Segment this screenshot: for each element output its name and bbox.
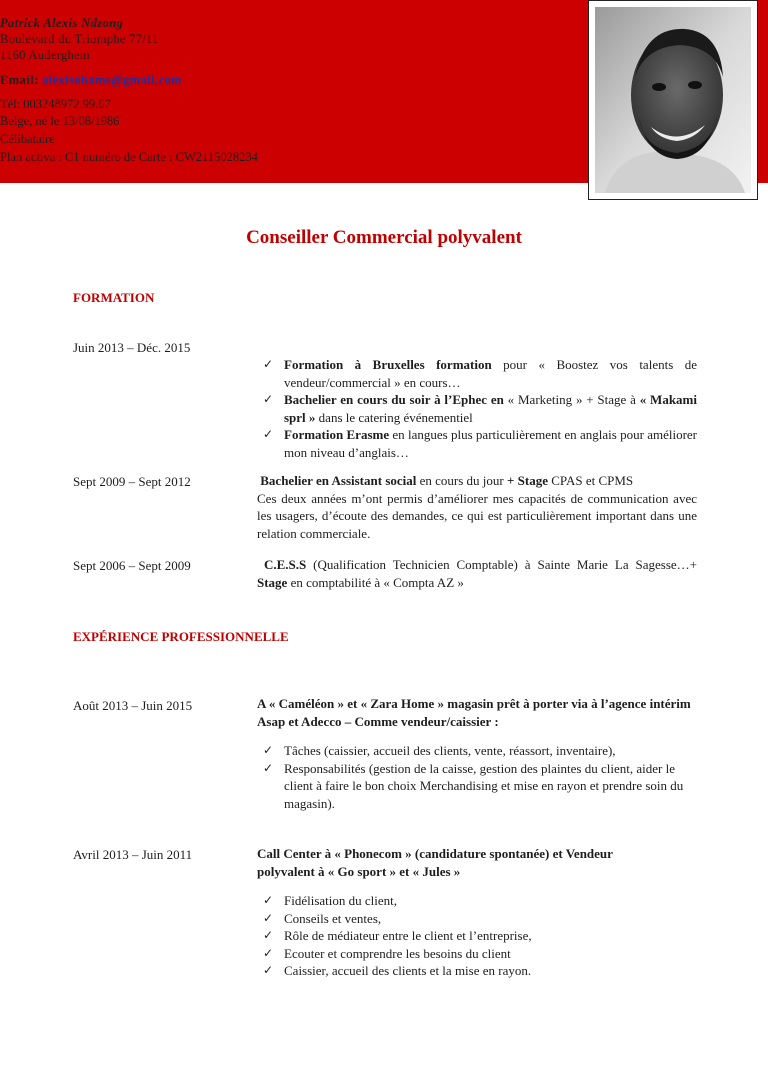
- marital-status: Célibataire: [0, 132, 55, 146]
- email-label: Email:: [0, 73, 43, 87]
- check-icon: ✓: [263, 893, 274, 907]
- check-icon: ✓: [263, 743, 274, 757]
- list-item: ✓ Caissier, accueil des clients et la mise en rayon.: [263, 963, 532, 978]
- check-icon: ✓: [263, 427, 274, 441]
- formation-date-3: Sept 2006 – Sept 2009: [73, 558, 191, 573]
- check-icon: ✓: [263, 945, 274, 960]
- list-item: ✓ Fidélisation du client,: [263, 893, 398, 908]
- check-icon: ✓: [263, 357, 274, 371]
- portrait-image: [595, 7, 751, 193]
- plan-activa: Plan activa : C1 numéro de Carte : CW2115028234: [0, 150, 258, 164]
- list-item: ✓ Tâches (caissier, accueil des clients, vente, réassort, inventaire),: [263, 743, 616, 758]
- formation-list-1: [257, 356, 697, 461]
- list-item: ✓ Responsabilités (gestion de la caisse, gestion des plaintes du client, aider le client à faire le bon choix Merchandising et mise en rayon et prendre soin du magasin).: [263, 760, 684, 811]
- formation-heading: FORMATION: [73, 290, 155, 305]
- email-link[interactable]: alexisobams@gmail.com: [42, 73, 182, 87]
- check-icon: ✓: [263, 392, 274, 406]
- list-item: ✓ Conseils et ventes,: [263, 910, 382, 926]
- list-item: ✓ Formation à Bruxelles formation pour « Boostez vos talents de vendeur/commercial » en cours…: [263, 357, 697, 390]
- list-item: ✓ Bachelier en cours du soir à l’Ephec en « Marketing » + Stage à « Makami sprl » dans le catering événementiel: [263, 392, 697, 425]
- formation-entry-1: [257, 356, 697, 461]
- experience-entry-1: [257, 695, 693, 812]
- check-icon: ✓: [263, 760, 274, 775]
- list-item: ✓ Ecouter et comprendre les besoins du client: [263, 945, 511, 961]
- job-title: Conseiller Commercial polyvalent: [246, 227, 522, 248]
- experience-date-1: Août 2013 – Juin 2015: [73, 698, 193, 713]
- check-icon: ✓: [263, 963, 274, 977]
- phone: Tél: 003248972.99.67: [0, 97, 111, 111]
- entry-paragraph: Ces deux années m’ont permis d’améliorer mes capacités de communication avec les usagers, d’écoute des demandes, ce qui est particulièrement important dans une relation commerciale.: [257, 490, 697, 541]
- formation-entry-2: [257, 472, 697, 542]
- email-line: [0, 73, 182, 88]
- check-icon: ✓: [263, 928, 274, 942]
- formation-entry-3: C.E.S.S (Qualification Technicien Comptable) à Sainte Marie La Sagesse…+ Stage en comptabilité à « Compta AZ »: [257, 557, 698, 590]
- experience-entry-2: [257, 845, 657, 980]
- formation-date-1: Juin 2013 – Déc. 2015: [73, 340, 191, 355]
- experience-heading: EXPÉRIENCE PROFESSIONNELLE: [73, 629, 289, 644]
- experience-title-1: A « Caméléon » et « Zara Home » magasin prêt à porter via à l’agence intérim Asap et Adecco – Comme vendeur/caissier :: [257, 696, 691, 729]
- address-line-2: 1160 Auderghem: [0, 48, 90, 62]
- candidate-name: Patrick Alexis Ndzong: [0, 16, 124, 30]
- profile-photo: [588, 0, 758, 200]
- address-line-1: Boulevard du Triomphe 77/11: [0, 32, 159, 46]
- experience-list-1: [257, 742, 693, 812]
- check-icon: ✓: [263, 910, 274, 925]
- experience-list-2: [257, 892, 657, 980]
- entry-headline: Bachelier en Assistant social en cours du jour + Stage CPAS et CPMS: [260, 473, 634, 488]
- list-item: ✓ Formation Erasme en langues plus particulièrement en anglais pour améliorer mon niveau d’anglais…: [263, 427, 697, 460]
- experience-date-2: Avril 2013 – Juin 2011: [73, 847, 193, 862]
- formation-date-2: Sept 2009 – Sept 2012: [73, 474, 191, 489]
- list-item: ✓ Rôle de médiateur entre le client et l’entreprise,: [263, 928, 532, 943]
- nationality: Belge, né le 13/08/1986: [0, 114, 120, 128]
- experience-title-2: Call Center à « Phonecom » (candidature spontanée) et Vendeur polyvalent à « Go sport » et « Jules »: [257, 846, 613, 879]
